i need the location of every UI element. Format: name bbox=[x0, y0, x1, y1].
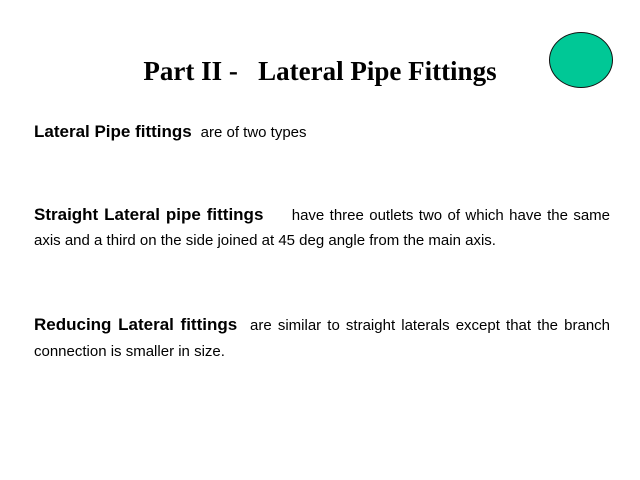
paragraph-text: have three outlets two of which have the same axis and a third on the side joined at 45 deg angle from the main axis. bbox=[34, 207, 610, 249]
paragraph-term: Lateral Pipe fittings bbox=[34, 122, 192, 141]
paragraph-reducing-lateral bbox=[34, 312, 610, 365]
paragraph-lateral-types bbox=[34, 121, 610, 144]
paragraph-text: are similar to straight laterals except that the branch connection is smaller in size. bbox=[34, 317, 611, 360]
paragraph-term: Reducing Lateral fittings bbox=[34, 315, 238, 334]
slide-title: Part II - Lateral Pipe Fittings bbox=[143, 56, 497, 86]
green-circle-shape bbox=[549, 32, 613, 88]
paragraph-straight-lateral bbox=[34, 202, 610, 253]
paragraph-term: Straight Lateral pipe fittings bbox=[34, 205, 264, 224]
paragraph-text: are of two types bbox=[200, 124, 307, 141]
